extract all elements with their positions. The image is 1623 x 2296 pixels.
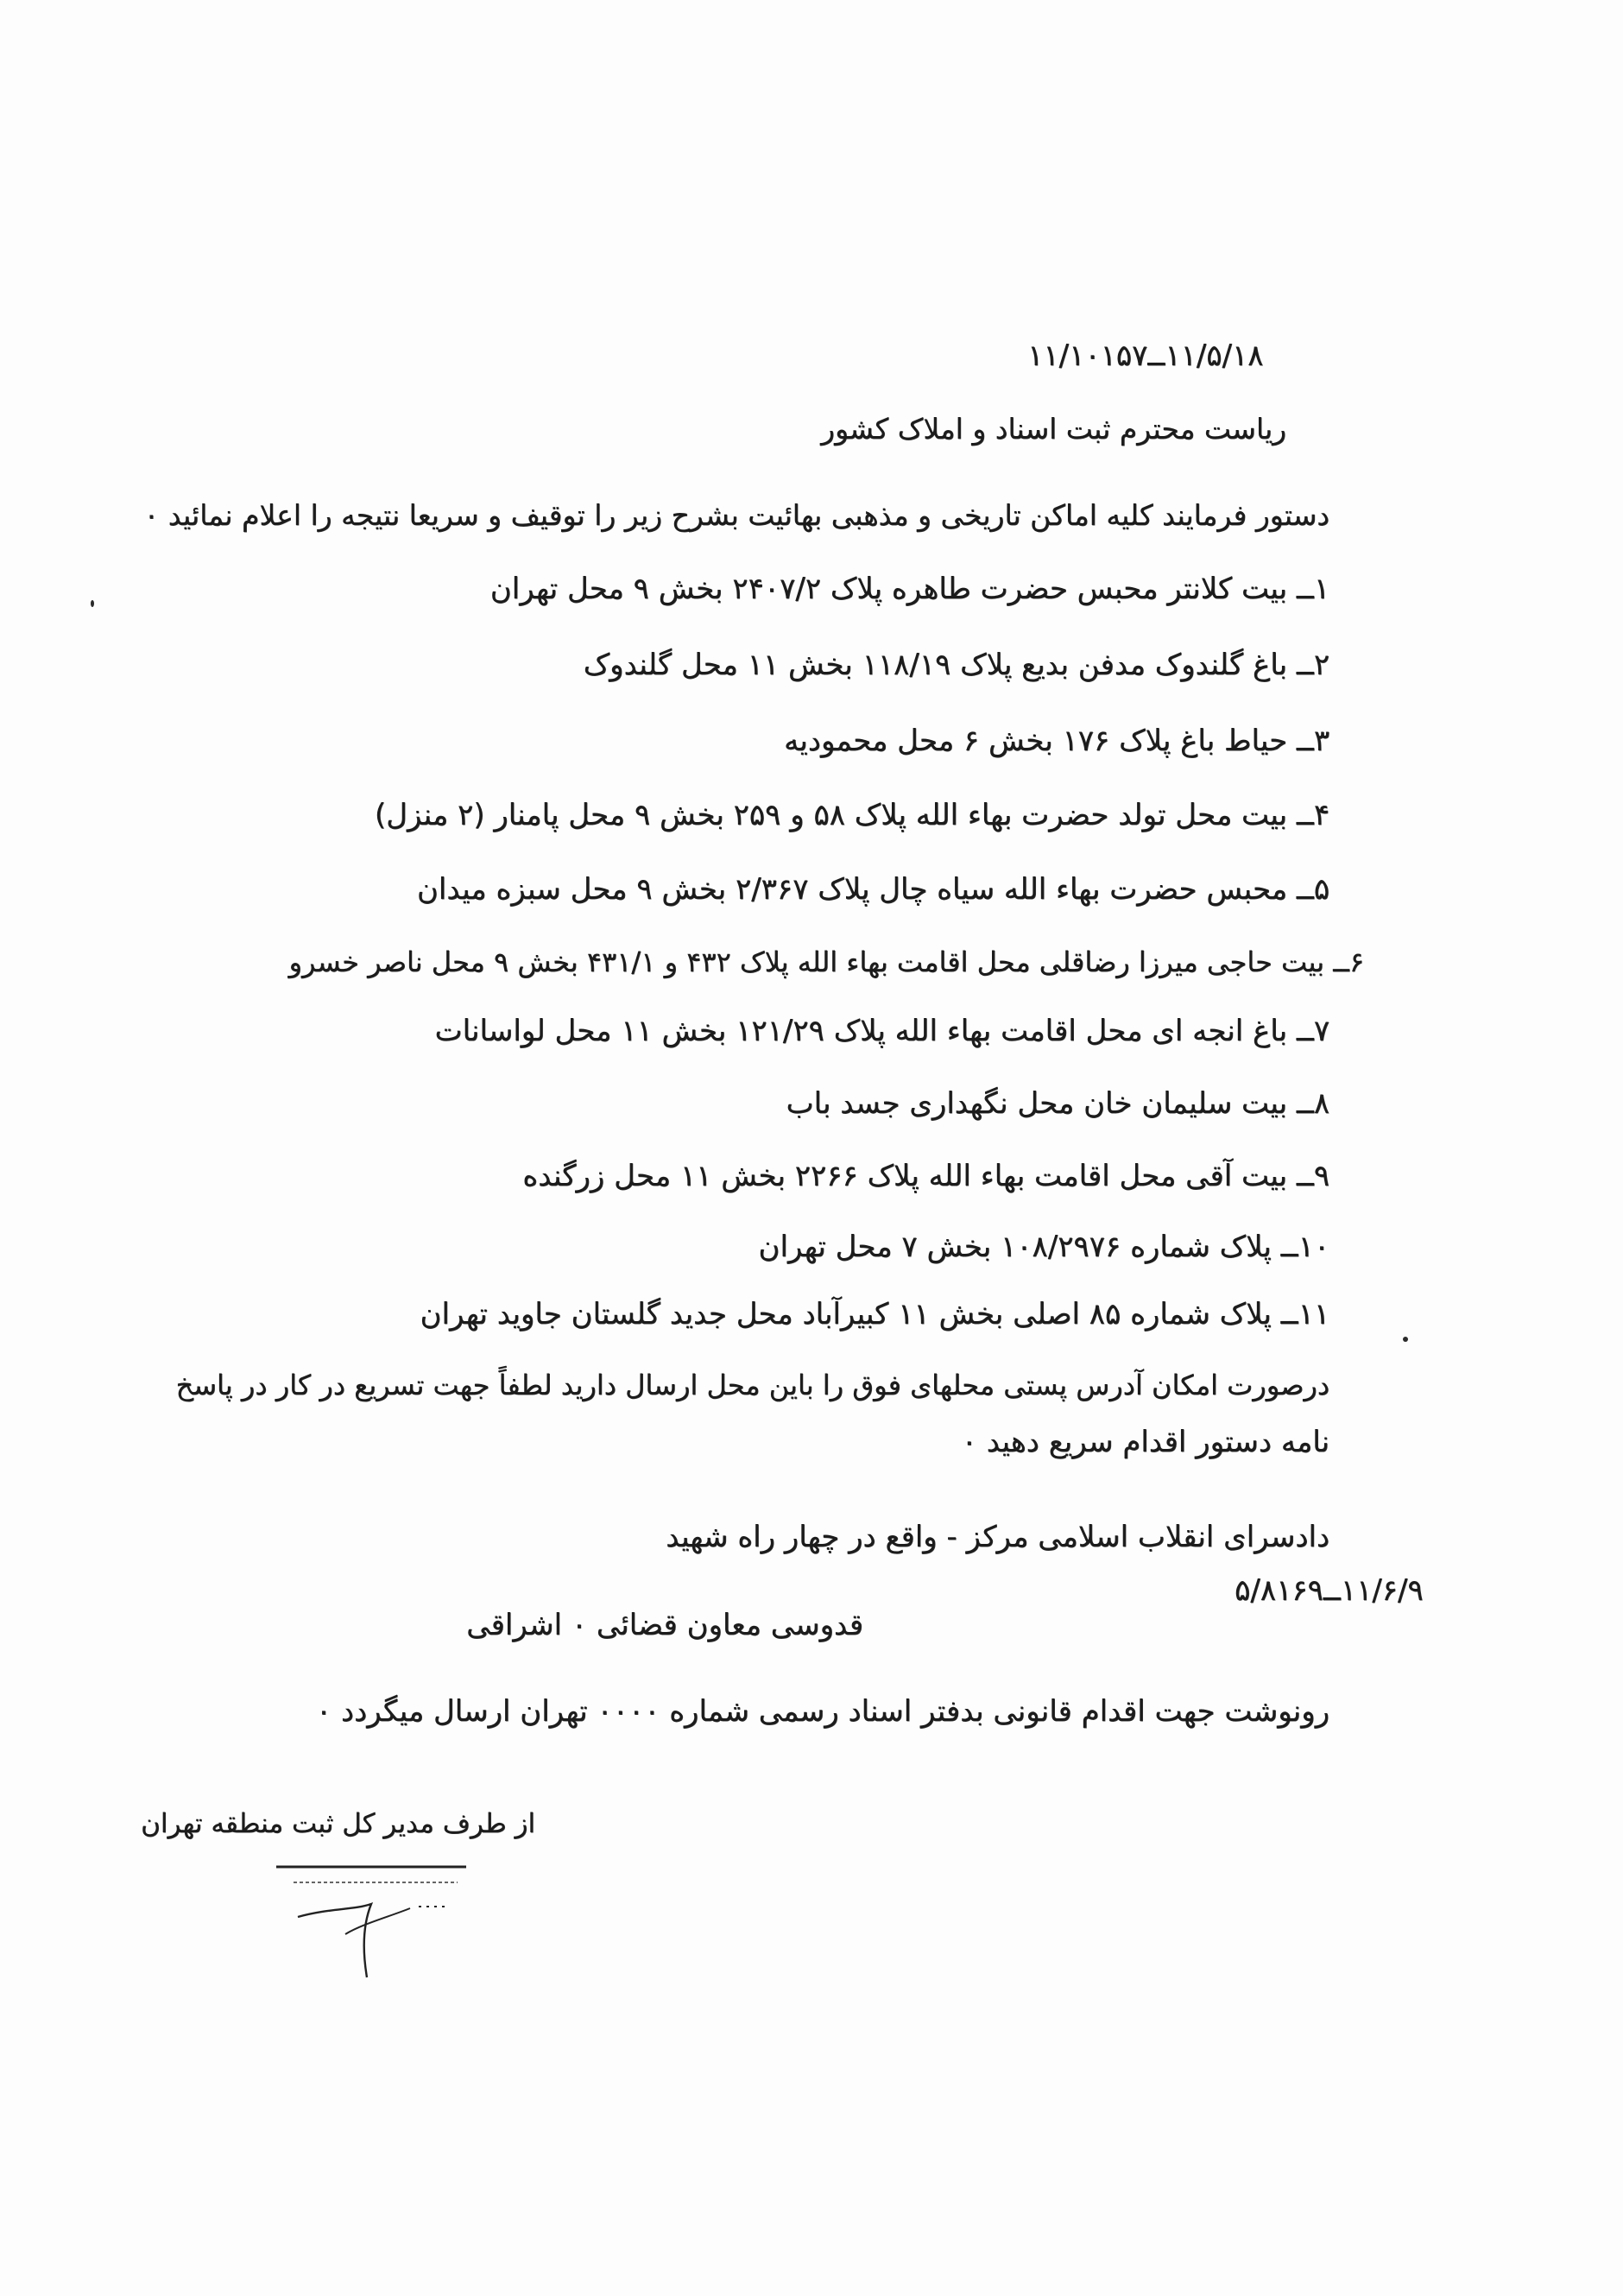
list-item-9: ۹ــ بیت آقی محل اقامت بهاء الله پلاک ۲۲۶۶ بخش ۱۱ محل زرگنده — [522, 1159, 1329, 1193]
signoff: از طرف مدیر کل ثبت منطقه تهران — [141, 1808, 535, 1839]
list-item-11: ۱۱ــ پلاک شماره ۸۵ اصلی بخش ۱۱ کبیرآباد محل جدید گلستان جاوید تهران — [420, 1297, 1329, 1331]
sender-organization: دادسرای انقلاب اسلامی مرکز - واقع در چهار راه شهید — [666, 1520, 1329, 1554]
reference-number: ۱۱/۵/۱۸ــ۱۱/۱۰۱۵۷ — [1027, 338, 1264, 373]
margin-mark — [1403, 1337, 1408, 1342]
signature — [259, 1856, 483, 1986]
list-item-3: ۳ــ حیاط باغ پلاک ۱۷۶ بخش ۶ محل محمودیه — [784, 724, 1329, 758]
list-item-8: ۸ــ بیت سلیمان خان محل نگهداری جسد باب — [786, 1086, 1329, 1121]
addressee: ریاست محترم ثبت اسناد و املاک کشور — [821, 412, 1286, 446]
closing-line-2: نامه دستور اقدام سریع دهید ۰ — [961, 1425, 1329, 1459]
list-item-2: ۲ــ باغ گلندوک مدفن بدیع پلاک ۱۱۸/۱۹ بخش ۱۱ محل گلندوک — [583, 648, 1329, 682]
sender-address: قدوسی معاون قضائی ۰ اشراقی — [466, 1608, 863, 1642]
list-item-7: ۷ــ باغ انجه ای محل اقامت بهاء الله پلاک ۱۲۱/۲۹ بخش ۱۱ محل لواسانات — [434, 1014, 1329, 1048]
list-item-1: ۱ــ بیت کلانتر محبس حضرت طاهره پلاک ۲۴۰۷/۲ بخش ۹ محل تهران — [489, 572, 1329, 606]
intro-paragraph: دستور فرمایند کلیه اماکن تاریخی و مذهبی بهائیت بشرح زیر را توقیف و سریعا نتیجه را اعلام نمائید ۰ — [143, 498, 1329, 532]
list-item-10: ۱۰ــ پلاک شماره ۱۰۸/۲۹۷۶ بخش ۷ محل تهران — [758, 1230, 1329, 1264]
list-item-4: ۴ــ بیت محل تولد حضرت بهاء الله پلاک ۵۸ و ۲۵۹ بخش ۹ محل پامنار (۲ منزل) — [374, 798, 1329, 832]
forward-note: رونوشت جهت اقدام قانونی بدفتر اسناد رسمی شماره ۰۰۰۰ تهران ارسال میگردد ۰ — [315, 1694, 1329, 1729]
list-item-5: ۵ــ محبس حضرت بهاء الله سیاه چال پلاک ۲/۳۶۷ بخش ۹ محل سبزه میدان — [416, 872, 1329, 907]
margin-mark — [91, 600, 94, 607]
closing-line-1: درصورت امکان آدرس پستی محلهای فوق را باین محل ارسال دارید لطفاً جهت تسریع در کار در پاسخ — [175, 1369, 1329, 1401]
list-item-6: ۶ــ بیت حاجی میرزا رضاقلی محل اقامت بهاء الله پلاک ۴۳۲ و ۴۳۱/۱ بخش ۹ محل ناصر خسرو — [288, 946, 1364, 978]
sender-reference: ۱۱/۶/۹ــ۵/۸۱۶۹ — [1235, 1573, 1424, 1608]
